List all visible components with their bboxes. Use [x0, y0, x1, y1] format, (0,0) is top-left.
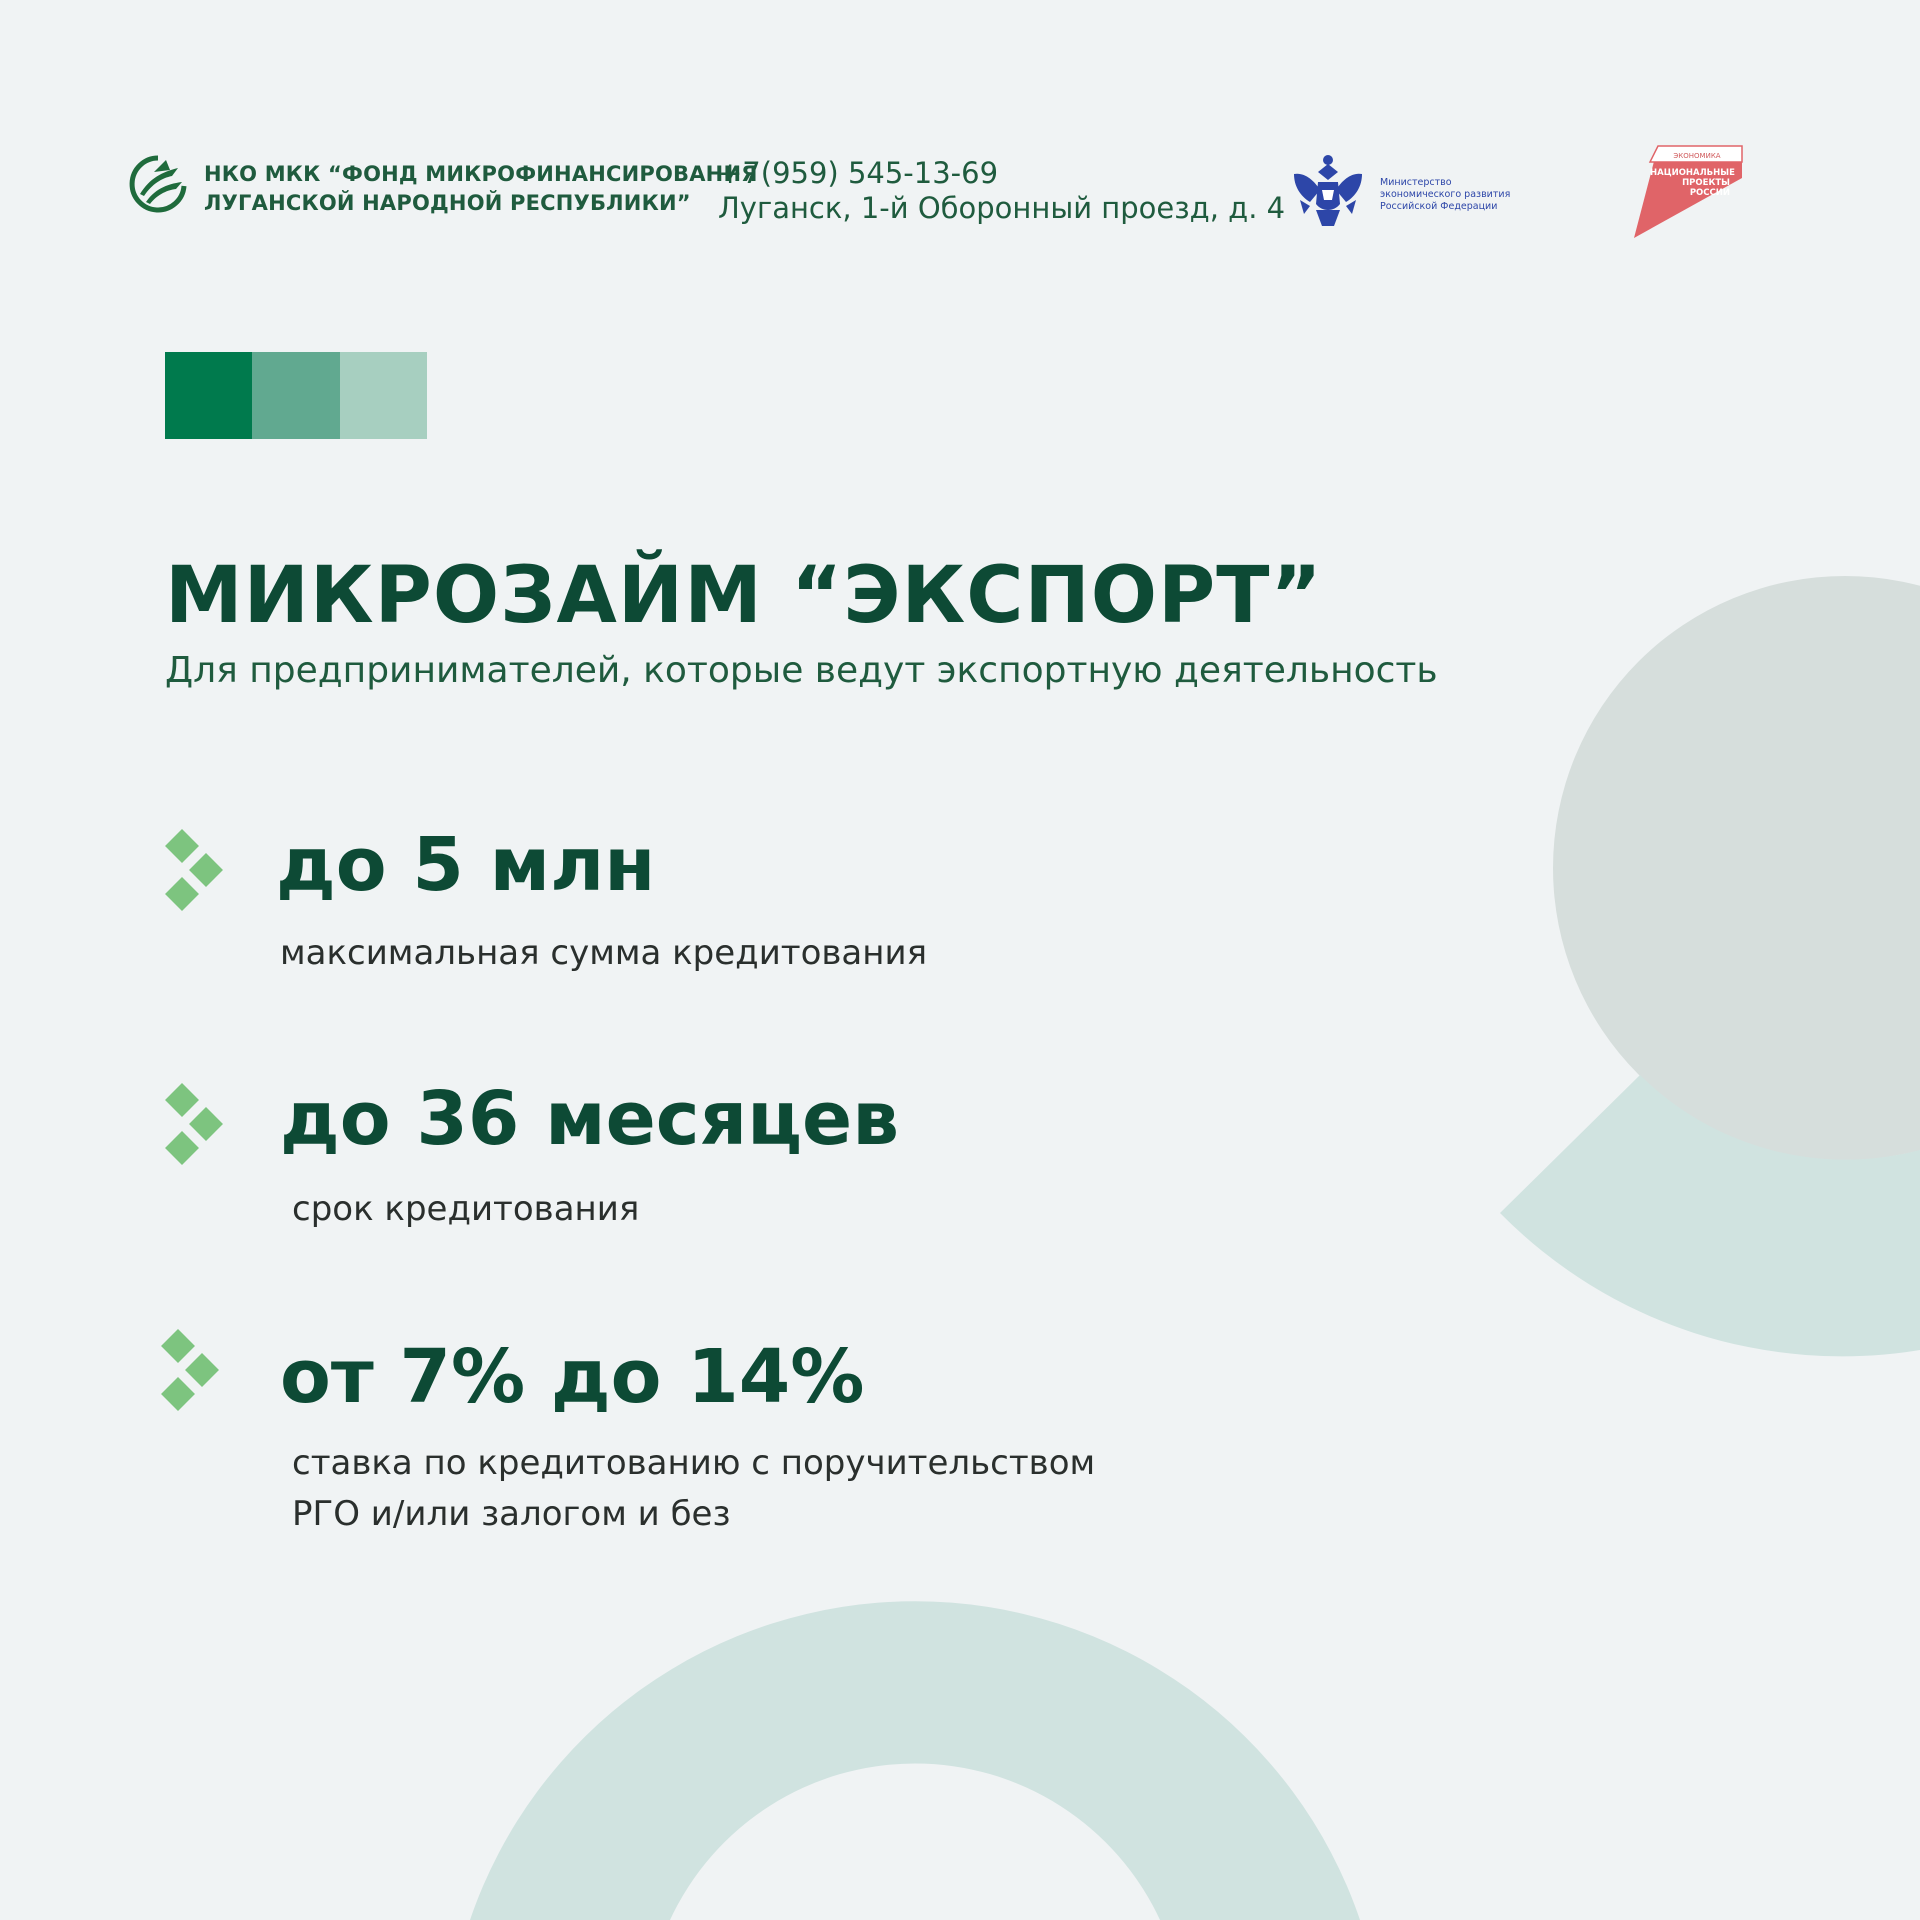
ministry-line1: Министерство — [1380, 177, 1452, 188]
fund-name-line2: ЛУГАНСКОЙ НАРОДНОЙ РЕСПУБЛИКИ” — [204, 191, 691, 215]
ministry-line2: экономического развития — [1380, 189, 1511, 200]
light-square — [340, 352, 427, 439]
feature-description — [292, 1184, 639, 1235]
feature-description-line: РГО и/или залогом и без — [292, 1494, 731, 1534]
feature-value: от 7% до 14% — [280, 1334, 865, 1420]
page-title: МИКРОЗАЙМ “ЭКСПОРТ” — [165, 551, 1323, 641]
feature-description-line: ставка по кредитованию с поручительством — [292, 1443, 1096, 1483]
diamond-marker-icon — [164, 828, 232, 918]
ministry-logo — [1286, 150, 1526, 234]
fund-logo-icon — [126, 152, 190, 218]
gray-circle-shape — [1553, 576, 1920, 1160]
feature-description — [292, 1438, 1095, 1540]
mid-square — [252, 352, 340, 439]
color-squares — [165, 352, 427, 439]
page-subtitle: Для предпринимателей, которые ведут экспортную деятельность — [165, 650, 1438, 691]
ministry-line3: Российской Федерации — [1380, 201, 1498, 212]
ministry-name — [1380, 177, 1510, 213]
feature-description — [280, 928, 927, 979]
fund-name-line1: НКО МКК “ФОНД МИКРОФИНАНСИРОВАНИЯ — [204, 162, 758, 186]
phone-number: +7(959) 545-13-69 — [718, 156, 999, 190]
national-projects-label — [1650, 168, 1735, 198]
national-projects-top-label: ЭКОНОМИКА — [1673, 152, 1721, 160]
national-projects-logo — [1628, 144, 1744, 238]
feature-description-line: срок кредитования — [292, 1189, 640, 1229]
national-projects-line1: НАЦИОНАЛЬНЫЕ — [1650, 168, 1735, 178]
dark-square — [165, 352, 252, 439]
fund-name — [204, 160, 758, 218]
national-projects-line2: ПРОЕКТЫ — [1682, 178, 1730, 188]
header — [0, 0, 1920, 260]
contacts — [718, 156, 1285, 226]
diamond-marker-icon — [160, 1328, 228, 1418]
diamond-marker-icon — [164, 1082, 232, 1172]
national-projects-line3: РОССИИ — [1689, 188, 1730, 198]
feature-value: до 5 млн — [276, 822, 656, 908]
feature-value: до 36 месяцев — [280, 1076, 900, 1162]
feature-description-line: максимальная сумма кредитования — [280, 933, 928, 973]
bottom-ring-shape — [470, 1601, 1360, 1920]
ministry-emblem-icon — [1286, 150, 1370, 234]
address: Луганск, 1-й Оборонный проезд, д. 4 — [718, 191, 1286, 225]
